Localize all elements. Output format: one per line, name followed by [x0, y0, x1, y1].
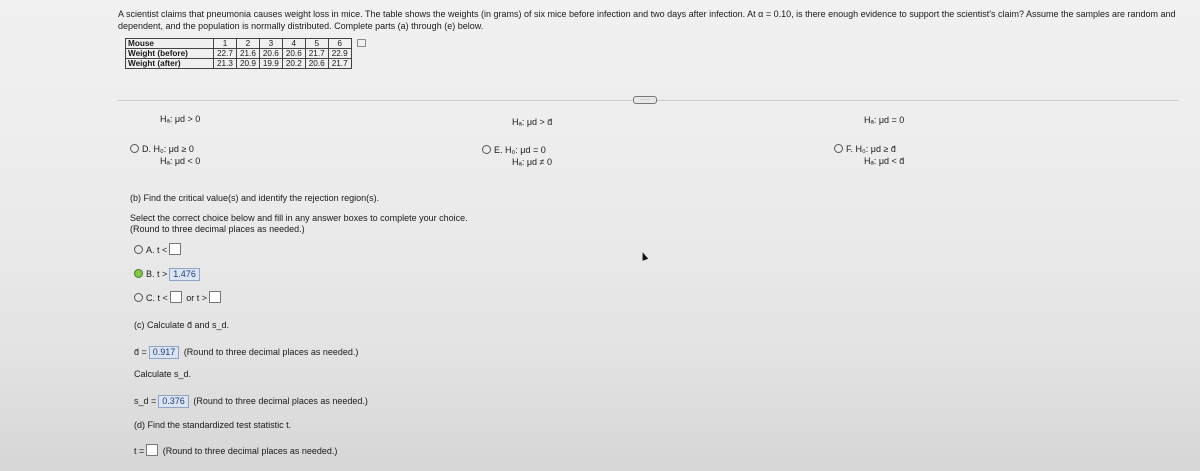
null-hypothesis: H₀: μd = 0	[505, 145, 546, 155]
table-cell: 21.7	[328, 59, 351, 69]
null-hypothesis: H₀: μd ≥ d̄	[855, 144, 896, 154]
choice-e[interactable]	[482, 145, 546, 156]
part-b-round-note: (Round to three decimal places as needed.)	[130, 224, 305, 234]
t-note: (Round to three decimal places as needed.)	[162, 446, 338, 456]
choice-b-b[interactable]	[134, 268, 202, 281]
choice-e-alternative: Hₐ: μd ≠ 0	[512, 157, 552, 167]
t-label: t =	[134, 446, 145, 456]
critical-value-input[interactable]	[169, 243, 181, 255]
table-cell: 20.6	[282, 49, 305, 59]
sd-note: (Round to three decimal places as needed.)	[193, 396, 368, 406]
choice-e-radio[interactable]	[482, 145, 491, 154]
part-d-prompt: (d) Find the standardized test statistic t.	[134, 420, 292, 430]
table-cell: 3	[259, 39, 282, 49]
part-b-prompt: (b) Find the critical value(s) and identify the rejection region(s).	[130, 193, 380, 203]
copy-table-button[interactable]	[351, 39, 369, 49]
expand-button[interactable]: ·····	[633, 96, 657, 104]
choice-letter: D.	[142, 144, 151, 154]
choice-b-b-radio[interactable]	[134, 269, 143, 278]
weights-table	[125, 38, 370, 69]
null-hypothesis: H₀: μd ≥ 0	[153, 144, 194, 154]
table-cell: 22.7	[214, 49, 237, 59]
choice-d[interactable]	[130, 144, 194, 155]
copy-icon[interactable]	[357, 39, 366, 47]
choice-d-alternative: Hₐ: μd < 0	[160, 156, 201, 166]
table-cell: 21.3	[214, 59, 237, 69]
choice-b-c-radio[interactable]	[134, 293, 143, 302]
sd-label: s_d =	[134, 396, 157, 406]
table-cell: 4	[282, 39, 305, 49]
choice-text: or t >	[186, 293, 208, 303]
choice-letter: A.	[146, 245, 155, 255]
choice-text: t <	[157, 293, 168, 303]
table-cell: 2	[236, 39, 259, 49]
t-row	[134, 444, 337, 457]
dbar-label: d̄ =	[134, 347, 147, 357]
lower-critical-input[interactable]	[170, 291, 182, 303]
table-cell: 5	[305, 39, 328, 49]
dbar-note: (Round to three decimal places as needed.)	[183, 347, 359, 357]
choice-f-alternative: Hₐ: μd < d̄	[864, 156, 905, 166]
table-row	[126, 49, 370, 59]
problem-statement: A scientist claims that pneumonia causes weight loss in mice. The table shows the weights (in grams) of six mice before infection and two days after infection. At α = 0.10, is there enough evidence to support the scientist's claim? Assume the samples are random and dependent, and the population is normally distributed. Complete parts (a) through (e) below.	[118, 9, 1176, 31]
table-cell: 21.6	[236, 49, 259, 59]
table-row	[126, 59, 370, 69]
choice-c-alternative: Hₐ: μd > 0	[160, 114, 201, 124]
table-cell: 21.7	[305, 49, 328, 59]
choice-text: t <	[157, 245, 168, 255]
table-cell: 20.6	[259, 49, 282, 59]
choice-b-alternative: Hₐ: μd > d̄	[512, 117, 553, 127]
choice-b-c[interactable]	[134, 291, 223, 304]
choice-f[interactable]	[834, 144, 896, 155]
part-c-prompt: (c) Calculate d̄ and s_d.	[134, 320, 230, 330]
critical-value-answer[interactable]: 1.476	[169, 268, 200, 281]
table-cell: 20.9	[236, 59, 259, 69]
table-cell: 1	[214, 39, 237, 49]
table-cell: 19.9	[259, 59, 282, 69]
choice-b-a-radio[interactable]	[134, 245, 143, 254]
upper-critical-input[interactable]	[209, 291, 221, 303]
table-cell: 20.2	[282, 59, 305, 69]
choice-text: t >	[157, 269, 168, 279]
choice-letter: E.	[494, 145, 503, 155]
sd-row	[134, 395, 368, 408]
table-header-mouse: Mouse	[126, 39, 214, 49]
dbar-answer[interactable]: 0.917	[149, 346, 180, 359]
table-cell: 6	[328, 39, 351, 49]
calc-sd-prompt: Calculate s_d.	[134, 369, 192, 379]
table-header-before: Weight (before)	[126, 49, 214, 59]
choice-letter: F.	[846, 144, 854, 154]
choice-b-a[interactable]	[134, 243, 183, 256]
sd-answer[interactable]: 0.376	[158, 395, 189, 408]
choice-letter: C.	[146, 293, 155, 303]
dbar-row	[134, 346, 358, 359]
choice-a-alternative: Hₐ: μd = 0	[864, 115, 905, 125]
choice-letter: B.	[146, 269, 155, 279]
part-b-instruction: Select the correct choice below and fill in any answer boxes to complete your choice.	[130, 213, 468, 223]
table-cell: 20.6	[305, 59, 328, 69]
table-cell: 22.9	[328, 49, 351, 59]
table-header-after: Weight (after)	[126, 59, 214, 69]
t-statistic-input[interactable]	[146, 444, 158, 456]
choice-f-radio[interactable]	[834, 144, 843, 153]
mouse-cursor-icon	[640, 251, 648, 261]
choice-d-radio[interactable]	[130, 144, 139, 153]
table-row	[126, 39, 370, 49]
